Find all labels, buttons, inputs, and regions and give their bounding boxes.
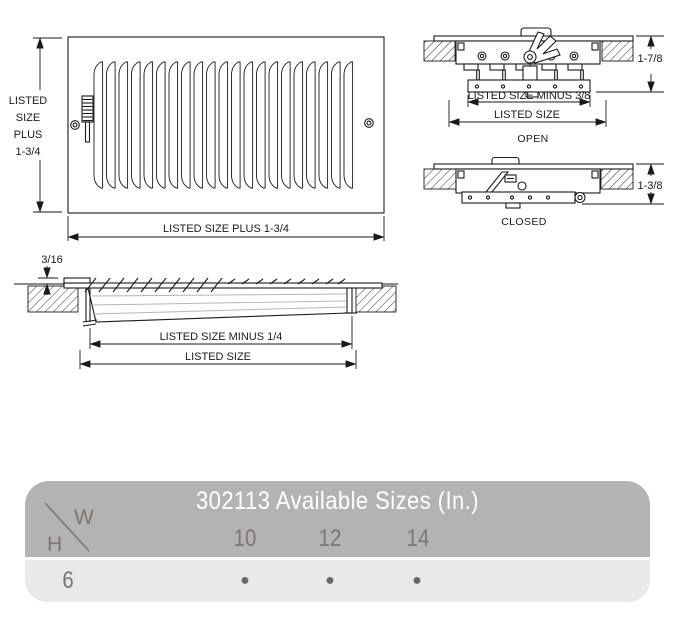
wall-hatch-left-section bbox=[28, 286, 78, 312]
duct-body bbox=[88, 288, 348, 322]
section-view-diagram bbox=[14, 254, 398, 369]
width-height-corner bbox=[41, 499, 113, 557]
closed-caption: CLOSED bbox=[501, 216, 547, 228]
open-inner-width-dimension bbox=[468, 90, 591, 107]
section-width-dimension bbox=[80, 350, 356, 369]
section-width-label: LISTED SIZE bbox=[184, 351, 252, 363]
front-view-diagram bbox=[9, 37, 384, 241]
row-height-label: 6 bbox=[62, 567, 74, 594]
available-sizes-table bbox=[25, 481, 650, 602]
open-width-dimension bbox=[449, 100, 606, 127]
front-height-label-line4: 1-3/4 bbox=[15, 146, 41, 158]
front-width-label: LISTED SIZE PLUS 1-3/4 bbox=[163, 223, 289, 235]
closed-depth-label: 1-3/8 bbox=[637, 180, 663, 192]
sizes-table-title: 302113 Available Sizes (In.) bbox=[195, 487, 480, 515]
wall-hatch-left-open bbox=[424, 41, 455, 61]
open-width-label: LISTED SIZE bbox=[493, 109, 561, 121]
front-height-label-line1: LISTED bbox=[8, 95, 48, 107]
sizes-table-header bbox=[25, 481, 650, 557]
front-height-dimension bbox=[9, 38, 62, 212]
section-inner-width-label: LISTED SIZE MINUS 1/4 bbox=[159, 331, 283, 343]
screw-hole-right bbox=[365, 119, 374, 128]
faceplate-section bbox=[64, 283, 382, 288]
column-header-14: 14 bbox=[406, 525, 430, 552]
availability-dot: ● bbox=[325, 572, 335, 589]
column-header-12: 12 bbox=[318, 525, 342, 552]
end-screw-closed bbox=[575, 193, 585, 203]
front-height-label-line3: PLUS bbox=[13, 129, 43, 141]
wall-hatch-right-open bbox=[602, 41, 633, 61]
wall-hatch-right-closed bbox=[601, 169, 633, 189]
screw-hole-left bbox=[71, 121, 80, 130]
corner-w-label: W bbox=[74, 506, 94, 529]
availability-dot: ● bbox=[412, 572, 422, 589]
open-depth-label: 1-7/8 bbox=[637, 53, 663, 65]
table-row bbox=[25, 560, 650, 602]
wall-hatch-left-closed bbox=[424, 169, 456, 189]
section-offset-label: 3/16 bbox=[41, 254, 63, 266]
front-width-dimension bbox=[68, 216, 384, 241]
corner-h-label: H bbox=[47, 533, 63, 556]
open-inner-width-label: LISTED SIZE MINUS 3/8 bbox=[467, 90, 591, 102]
column-header-10: 10 bbox=[233, 525, 257, 552]
wall-hatch-right-section bbox=[356, 286, 396, 312]
damper-blade-closed bbox=[462, 192, 575, 203]
availability-dot: ● bbox=[240, 572, 250, 589]
open-caption: OPEN bbox=[517, 133, 549, 145]
closed-side-view-diagram bbox=[424, 158, 664, 229]
front-height-label-line2: SIZE bbox=[15, 112, 41, 124]
louver-fins bbox=[94, 62, 353, 188]
open-side-view-diagram bbox=[424, 28, 664, 145]
